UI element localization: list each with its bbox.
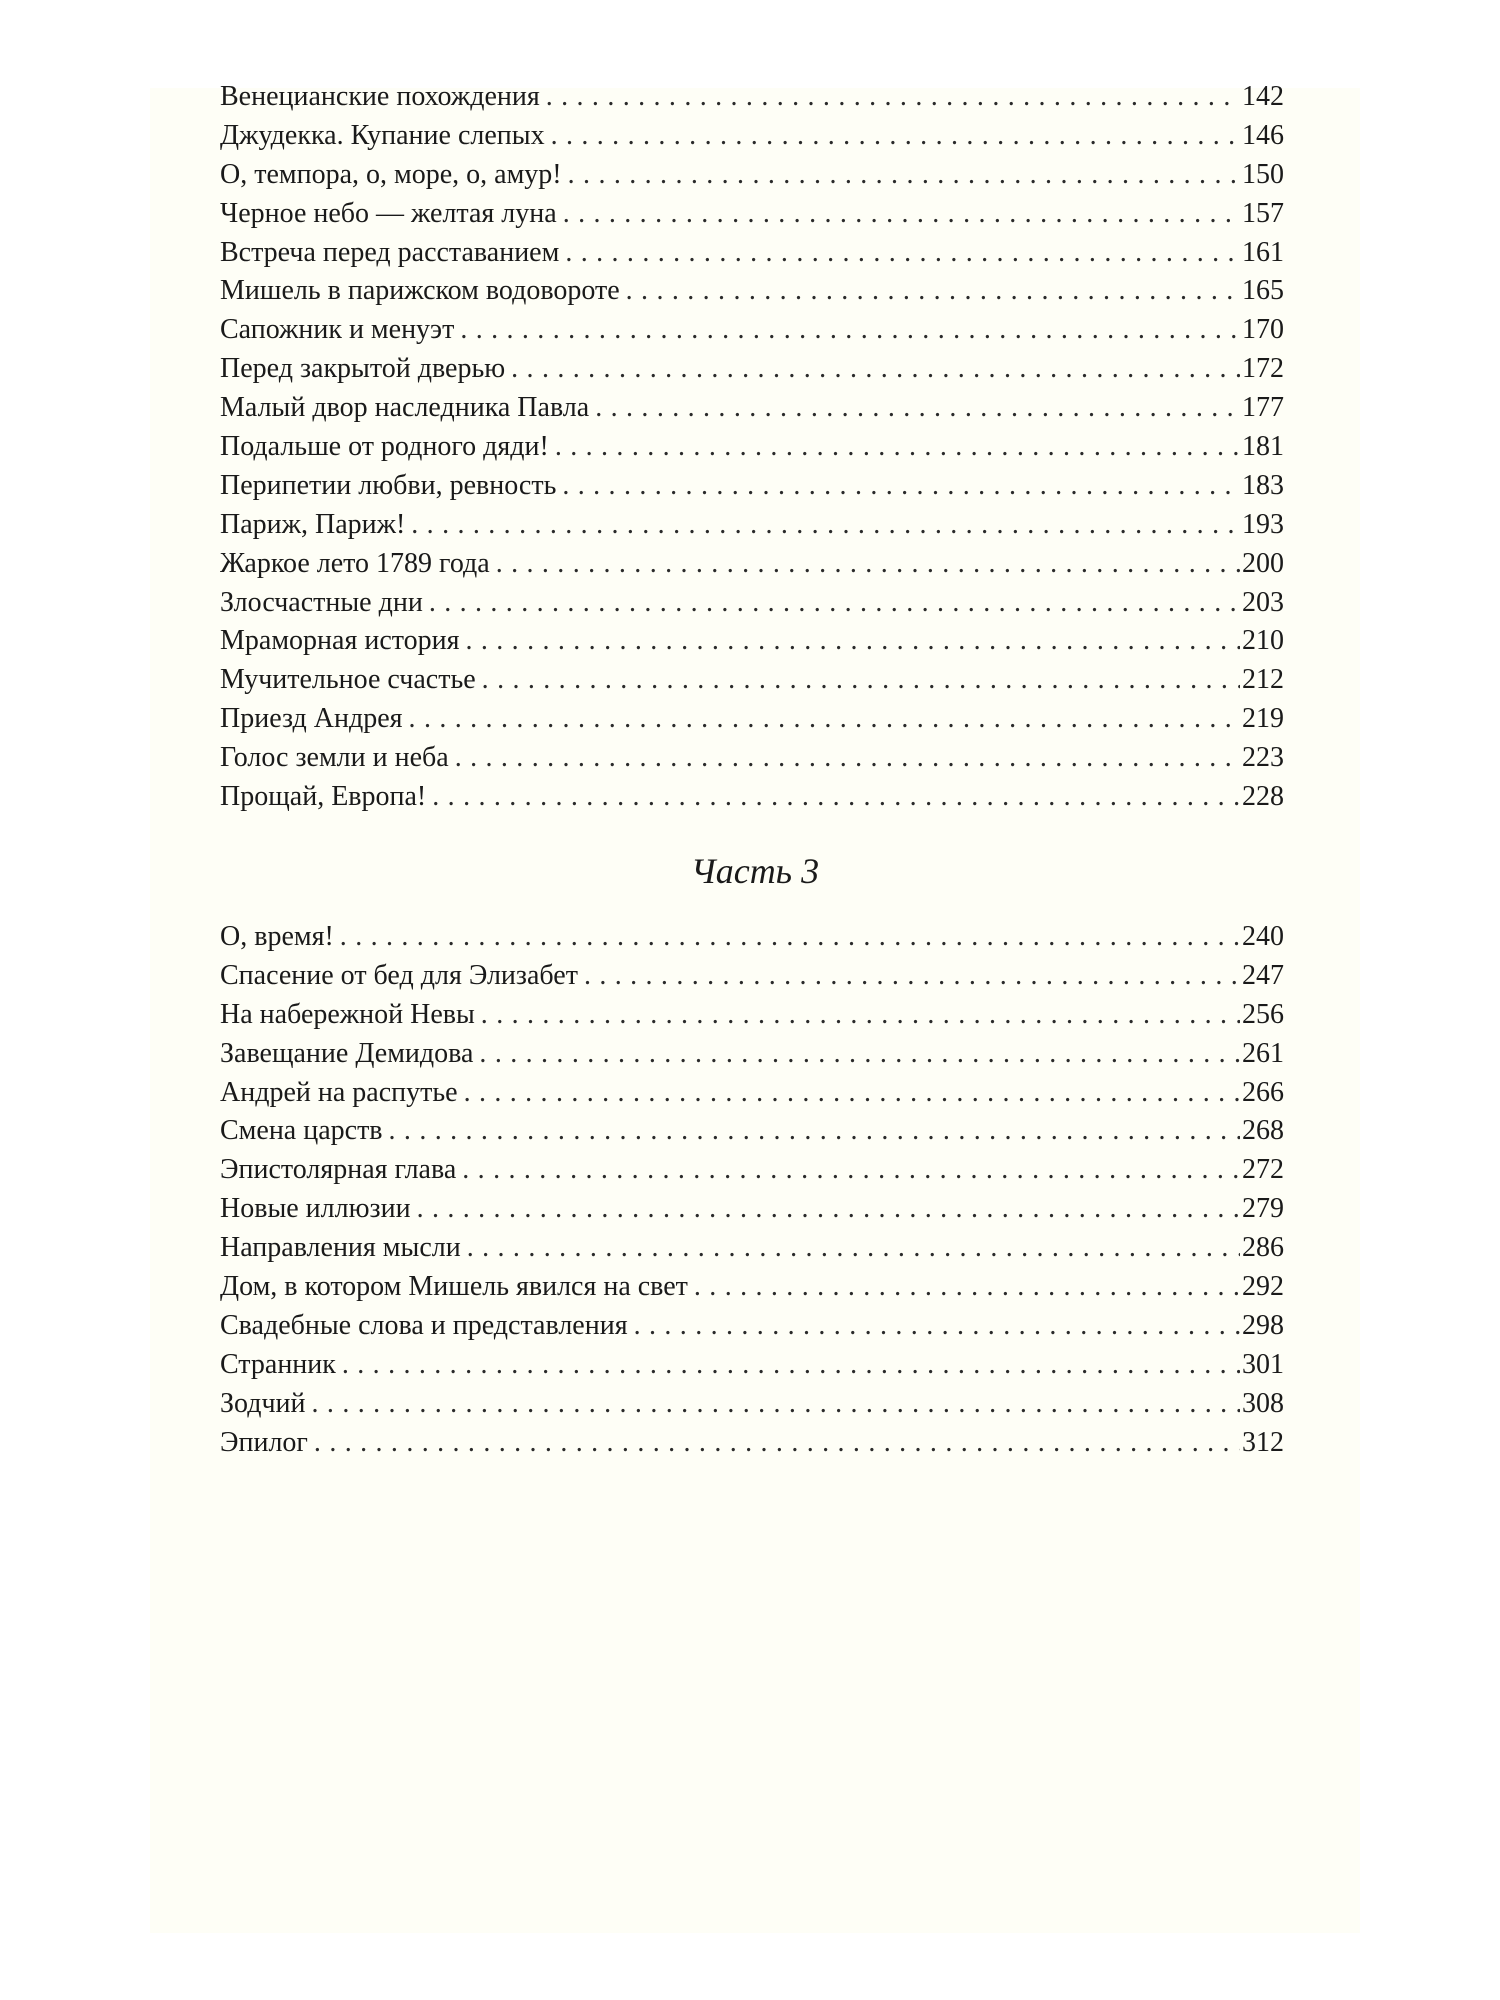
part-3-heading: Часть 3 [690,851,820,891]
toc-entry [220,1346,1284,1385]
toc-leader-dots [340,918,1240,957]
toc-entry-title: Париж, Париж! [220,508,406,540]
toc-leader-dots [546,78,1240,117]
toc-entry [220,778,1284,817]
toc-entry-title: Перед закрытой дверью [220,353,506,385]
toc-entry-title: Спасение от бед для Элизабет [220,959,578,991]
toc-entry-title: Завещание Демидова [220,1037,474,1069]
toc-leader-dots [496,545,1240,584]
toc-entry [220,428,1284,467]
toc-entry-page: 172 [1242,353,1284,385]
toc-entry [220,739,1284,778]
toc-leader-dots [565,234,1240,273]
toc-entry-title: Эпистолярная глава [220,1154,457,1186]
toc-leader-dots [432,778,1240,817]
toc-entry [220,1385,1284,1424]
toc-leader-dots [312,1385,1240,1424]
toc-entry [220,506,1284,545]
toc-entry-title: Черное небо — желтая луна [220,197,557,229]
toc-entry [220,117,1284,156]
toc-entry [220,156,1284,195]
toc-entry [220,918,1284,957]
toc-entry-page: 181 [1242,431,1284,463]
toc-leader-dots [482,661,1240,700]
toc-entry-title: Зодчий [220,1387,306,1419]
toc-entry-page: 210 [1242,625,1284,657]
toc-entry-title: Мраморная история [220,625,460,657]
toc-entry [220,584,1284,623]
toc-entry-page: 203 [1242,586,1284,618]
toc-entry-page: 142 [1242,81,1284,112]
toc-entry-title: На набережной Невы [220,998,475,1030]
toc-entry-title: Дом, в котором Мишель явился на свет [220,1271,688,1303]
toc-leader-dots [314,1424,1240,1463]
toc-leader-dots [409,700,1240,739]
toc-leader-dots [455,739,1240,778]
toc-entry-title: Подальше от родного дяди! [220,431,549,463]
toc-entry [220,1424,1284,1463]
toc-entry [220,311,1284,350]
toc-entry [220,700,1284,739]
toc-leader-dots [584,957,1240,996]
toc-entry-page: 170 [1242,314,1284,346]
toc-entry [220,1190,1284,1229]
toc-entry-title: О, время! [220,921,334,952]
toc-entry-title: Мучительное счастье [220,664,476,696]
toc-entry-title: Андрей на распутье [220,1076,458,1108]
toc-leader-dots [562,467,1240,506]
toc-entry-page: 200 [1242,547,1284,579]
toc-entry-title: Смена царств [220,1115,383,1147]
toc-leader-dots [511,350,1240,389]
toc-leader-dots [634,1307,1240,1346]
toc-entry [220,467,1284,506]
toc-entry-page: 266 [1242,1076,1284,1108]
toc-entry-title: Джудекка. Купание слепых [220,119,545,151]
toc-entry-page: 240 [1242,921,1284,952]
toc-entry [220,350,1284,389]
toc-entry-page: 268 [1242,1115,1284,1147]
toc-entry-title: Перипетии любви, ревность [220,469,557,501]
toc-entry-page: 165 [1242,275,1284,307]
toc-entry [220,996,1284,1035]
toc-leader-dots [467,1229,1240,1268]
toc-leader-dots [479,1035,1240,1074]
toc-entry [220,195,1284,234]
toc-entry-page: 193 [1242,508,1284,540]
toc-entry-page: 298 [1242,1309,1284,1341]
toc-entry-title: Голос земли и неба [220,742,449,774]
toc-leader-dots [555,428,1240,467]
toc-entry [220,1307,1284,1346]
toc-entry [220,622,1284,661]
toc-entry-page: 286 [1242,1232,1284,1264]
toc-entry-page: 312 [1242,1426,1284,1458]
toc-leader-dots [563,195,1240,234]
toc-entry [220,1151,1284,1190]
toc-leader-dots [568,156,1240,195]
toc-entry-page: 279 [1242,1193,1284,1225]
toc-entry [220,1035,1284,1074]
toc-entry-title: Мишель в парижском водовороте [220,275,620,307]
toc-entry-title: Приезд Андрея [220,703,403,735]
toc-entry [220,389,1284,428]
toc-leader-dots [411,506,1240,545]
toc-entry-page: 272 [1242,1154,1284,1186]
toc-entry-page: 292 [1242,1271,1284,1303]
toc-entry-title: Странник [220,1348,336,1380]
toc-entry-page: 183 [1242,469,1284,501]
toc-entry-page: 157 [1242,197,1284,229]
toc-leader-dots [429,584,1240,623]
toc-entry-title: О, темпора, о, море, о, амур! [220,158,562,190]
toc-entry-title: Новые иллюзии [220,1193,411,1225]
toc-leader-dots [460,311,1240,350]
toc-entry-title: Эпилог [220,1426,308,1458]
toc-leader-dots [465,622,1240,661]
toc-entry-page: 247 [1242,959,1284,991]
toc-entry-page: 219 [1242,703,1284,735]
toc-leader-dots [626,272,1240,311]
toc-entry-page: 308 [1242,1387,1284,1419]
toc-leader-dots [342,1346,1240,1385]
toc-entry [220,545,1284,584]
toc-entry-title: Свадебные слова и представления [220,1309,628,1341]
toc-entry-page: 301 [1242,1348,1284,1380]
toc-entry-title: Венецианские похождения [220,81,540,112]
toc-entry-page: 177 [1242,392,1284,424]
book-page [150,81,1360,1933]
toc-leader-dots [417,1190,1240,1229]
toc-entry-title: Жаркое лето 1789 года [220,547,490,579]
toc-leader-dots [464,1074,1240,1113]
toc-leader-dots [462,1151,1240,1190]
toc-entry-page: 261 [1242,1037,1284,1069]
toc-entry-page: 146 [1242,119,1284,151]
toc-entry-page: 256 [1242,998,1284,1030]
toc-entry [220,1229,1284,1268]
toc-leader-dots [551,117,1240,156]
toc-entry [220,661,1284,700]
toc-entry [220,957,1284,996]
toc-entry-title: Сапожник и менуэт [220,314,455,346]
toc-entry-title: Прощай, Европа! [220,781,427,813]
toc-entry [220,1268,1284,1307]
toc-entry-page: 161 [1242,236,1284,268]
toc-entry-title: Малый двор наследника Павла [220,392,590,424]
toc-entry [220,234,1284,273]
toc-entry-page: 223 [1242,742,1284,774]
toc-entry-page: 212 [1242,664,1284,696]
toc-entry [220,272,1284,311]
toc-leader-dots [481,996,1240,1035]
toc-part-2-list [220,78,1284,817]
toc-entry-page: 228 [1242,781,1284,813]
toc-entry [220,78,1284,117]
toc-entry-title: Встреча перед расставанием [220,236,560,268]
toc-entry [220,1112,1284,1151]
toc-entry-title: Направления мысли [220,1232,461,1264]
toc-leader-dots [595,389,1240,428]
toc-entry-page: 150 [1242,158,1284,190]
toc-entry [220,1074,1284,1113]
toc-leader-dots [694,1268,1240,1307]
toc-entry-title: Злосчастные дни [220,586,423,618]
toc-part-3-list [220,918,1284,1462]
toc-leader-dots [389,1112,1240,1151]
